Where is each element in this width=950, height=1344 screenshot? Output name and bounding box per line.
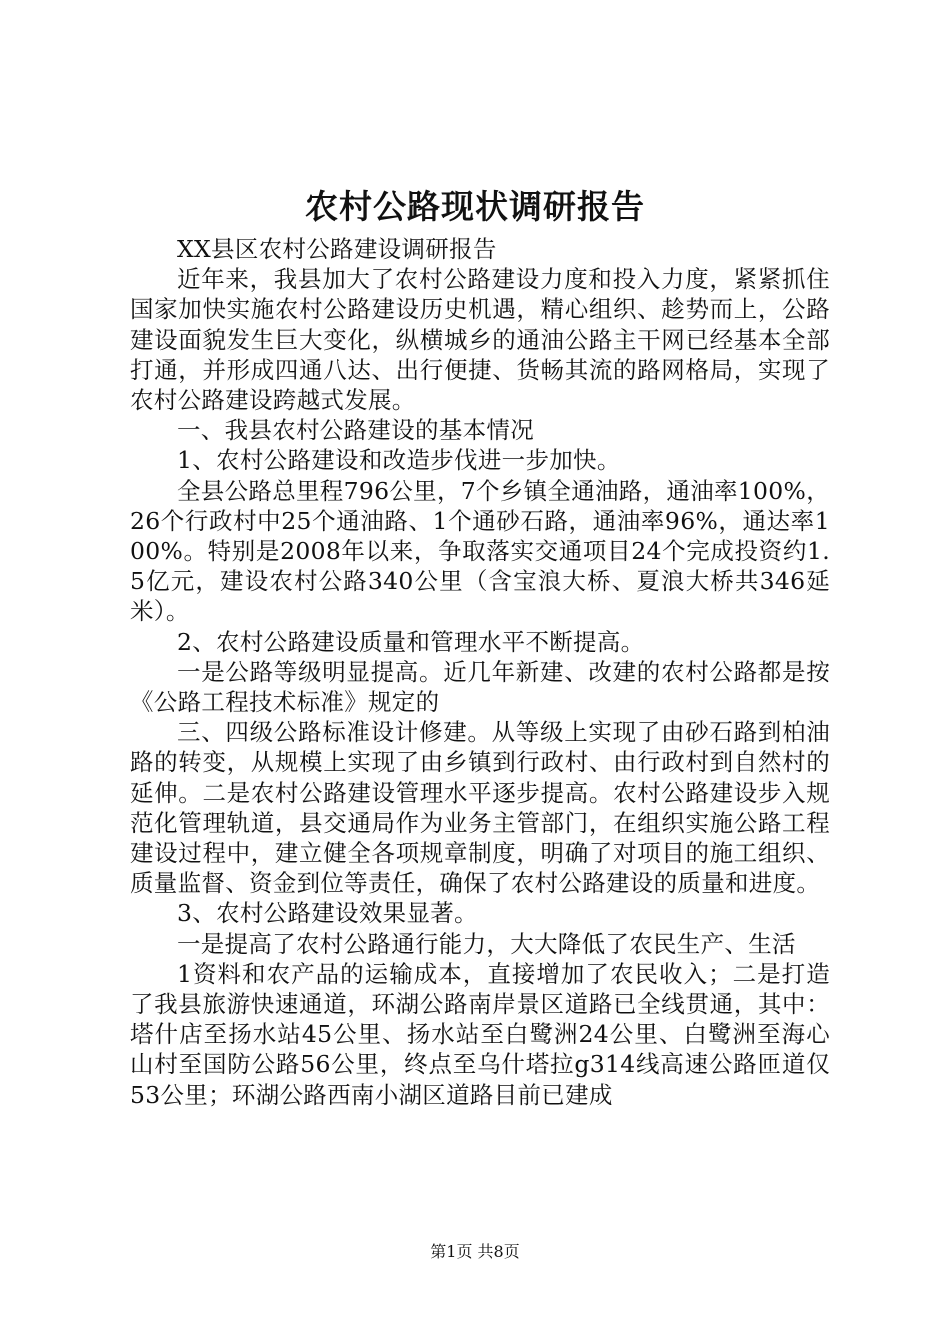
paragraph-subtitle: XX县区农村公路建设调研报告 bbox=[177, 235, 497, 263]
paragraph-intro: 近年来，我县加大了农村公路建设力度和投入力度，紧紧抓住国家加快实施农村公路建设历史机遇，精心组织、趁势而上，公路建设面貌发生巨大变化，纵横城乡的通油公路主干网已经基本全部打通，并形成四通八达、出行便捷、货畅其流的路网格局，实现了农村公路建设跨越式发展。 bbox=[130, 265, 830, 415]
paragraph-effect-2: 1资料和农产品的运输成本，直接增加了农民收入；二是打造了我县旅游快速通道，环湖公路南岸景区道路已全线贯通，其中：塔什店至扬水站45公里、扬水站至白鹭洲24公里、白鹭洲至海心山村至国防公路56公里，终点至乌什塔拉g314线高速公路匝道仅53公里；环湖公路西南小湖区道路目前已建成 bbox=[130, 959, 830, 1109]
subsection-heading-1: 1、农村公路建设和改造步伐进一步加快。 bbox=[177, 446, 621, 475]
paragraph-effect-1: 一是提高了农村公路通行能力，大大降低了农民生产、生活 bbox=[177, 929, 796, 958]
page-number-footer: 第1页 共8页 bbox=[430, 1242, 520, 1261]
paragraph-quality-1: 一是公路等级明显提高。近几年新建、改建的农村公路都是按《公路工程技术标准》规定的 bbox=[130, 657, 830, 717]
section-heading-1: 一、我县农村公路建设的基本情况 bbox=[177, 416, 534, 445]
paragraph-quality-2: 三、四级公路标准设计修建。从等级上实现了由砂石路到柏油路的转变，从规模上实现了由乡镇到行政村、由行政村到自然村的延伸。二是农村公路建设管理水平逐步提高。农村公路建设步入规范化管理轨道，县交通局作为业务主管部门，在组织实施公路工程建设过程中，建立健全各项规章制度，明确了对项目的施工组织、质量监督、资金到位等责任，确保了农村公路建设的质量和进度。 bbox=[130, 718, 830, 898]
page-title: 农村公路现状调研报告 bbox=[305, 187, 645, 226]
document-body bbox=[130, 234, 830, 1110]
subsection-heading-2: 2、农村公路建设质量和管理水平不断提高。 bbox=[177, 627, 645, 656]
subsection-heading-3: 3、农村公路建设效果显著。 bbox=[177, 899, 478, 928]
paragraph-statistics: 全县公路总里程796公里，7个乡镇全通油路，通油率100%，26个行政村中25个通油路、1个通砂石路，通油率96%，通达率100%。特别是2008年以来，争取落实交通项目24个完成投资约1.5亿元，建设农村公路340公里（含宝浪大桥、夏浪大桥共346延米）。 bbox=[130, 476, 830, 626]
